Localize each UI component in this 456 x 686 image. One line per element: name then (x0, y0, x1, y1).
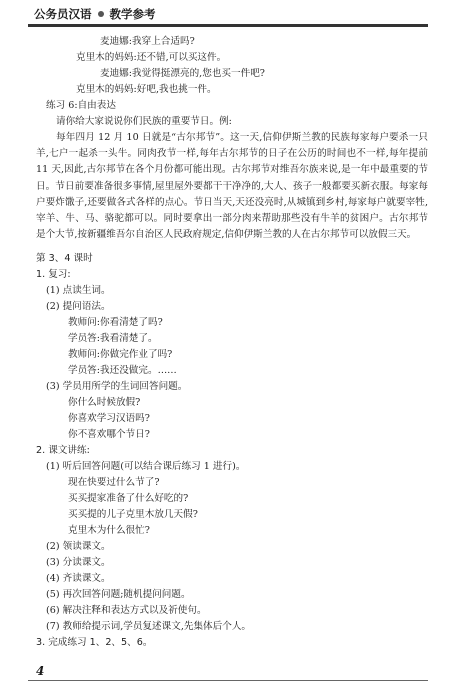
header-book-title: 公务员汉语 (34, 7, 92, 21)
dialogue-line: 麦迪娜:我穿上合适吗? (100, 36, 195, 47)
bullet-dot-icon (98, 11, 104, 17)
lesson-item: (1) 听后回答问题(可以结合课后练习 1 进行)。 (46, 461, 246, 473)
running-header (34, 6, 156, 22)
lesson-item: 2. 课文讲练: (36, 445, 90, 457)
lesson-item: (3) 学员用所学的生词回答问题。 (46, 381, 188, 393)
exercise-prompt: 请你给大家说说你们民族的重要节日。例: (56, 116, 232, 127)
lesson-item: 教师问:你做完作业了吗? (68, 349, 173, 361)
dialogue-line: 克里木的妈妈:好吧,我也挑一件。 (76, 84, 217, 95)
example-paragraph: 每年四月 12 月 10 日就是“古尔邦节”。这一天,信仰伊斯兰教的民族每家每户要杀一只羊,七户一起杀一头牛。同肉孜节一样,每年古尔邦节的日子在公历的时间也不一样,每年提前 11 天,因此,古尔邦节在各个月份都可能出现。古尔邦节对维吾尔族来说,是一年中最重要的节日。节日前要准备很多事情,屋里屋外要都干干净净的,大人、孩子一般都要买新衣服。每家每户要炸馓子,还要做各式各样的点心。节日当天,天还没亮时,从城镇到乡村,每家每户就要宰牲,宰羊、牛、马、骆驼都可以。同时要拿出一部分肉来帮助那些没有牛羊的贫困户。古尔邦节是个大节,按新疆维吾尔自治区人民政府规定,信仰伊斯兰教的人在古尔邦节可以放假三天。 (36, 132, 428, 241)
dialogue-line: 克里木的妈妈:还不错,可以买这件。 (76, 52, 227, 63)
lesson-item: 买买提家准备了什么好吃的? (68, 493, 189, 505)
page-number: 4 (36, 664, 45, 678)
section-gap (36, 243, 428, 251)
dialogue-block (36, 34, 428, 98)
lesson-item: 你喜欢学习汉语吗? (68, 413, 150, 425)
lesson-item: (5) 再次回答问题;随机提问问题。 (46, 589, 191, 601)
lesson-item: 教师问:你看清楚了吗? (68, 317, 163, 329)
header-rule (28, 24, 428, 27)
lesson-item: 买买提的儿子克里木放几天假? (68, 509, 198, 521)
exercise-title: 练习 6:自由表达 (46, 100, 116, 111)
lesson-item: (4) 齐读课文。 (46, 573, 111, 585)
footer-rule (28, 680, 428, 681)
lesson-item: (2) 提问语法。 (46, 301, 111, 313)
lesson-item: (3) 分读课文。 (46, 557, 111, 569)
lesson-item: (1) 点读生词。 (46, 285, 111, 297)
lesson-item: (2) 领读课文。 (46, 541, 111, 553)
lesson-section-title: 第 3、4 课时 (36, 253, 93, 265)
lesson-item: 学员答:我看清楚了。 (68, 333, 158, 345)
lesson-item: (7) 教师给提示词,学员复述课文,先集体后个人。 (46, 621, 252, 633)
page-body (36, 34, 428, 651)
lesson-item: (6) 解决注释和表达方式以及祈使句。 (46, 605, 207, 617)
lesson-items (36, 267, 428, 651)
dialogue-line: 麦迪娜:我觉得挺漂亮的,您也买一件吧? (100, 68, 265, 79)
lesson-item: 你不喜欢哪个节日? (68, 429, 150, 441)
lesson-item: 克里木为什么很忙? (68, 525, 150, 537)
lesson-item: 3. 完成练习 1、2、5、6。 (36, 637, 153, 649)
lesson-item: 你什么时候放假? (68, 397, 141, 409)
lesson-item: 现在快要过什么节了? (68, 477, 160, 489)
lesson-item: 学员答:我还没做完。…… (68, 365, 177, 377)
lesson-item: 1. 复习: (36, 269, 71, 281)
header-section-title: 教学参考 (109, 7, 156, 21)
